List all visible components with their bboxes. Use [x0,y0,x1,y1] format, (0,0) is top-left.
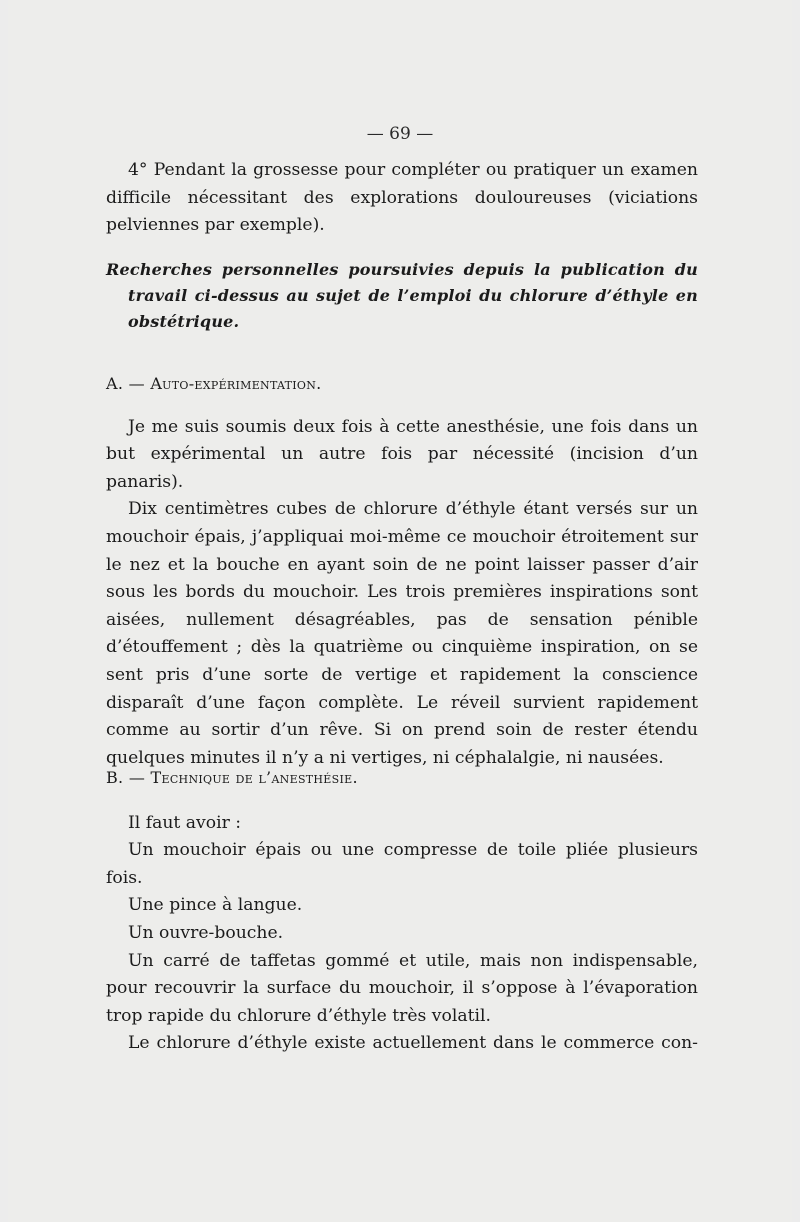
italic-heading-block [106,257,698,335]
section-a-letter: A. — [106,374,145,393]
intro-paragraph: 4° Pendant la grossesse pour compléter ou pratiquer un examen difficile nécessitant des explorations douloureuses (viciations pelviennes par exemple). [106,160,698,236]
section-b-heading [106,764,698,792]
section-b [106,764,698,1058]
section-a-paragraph: Dix centimètres cubes de chlorure d’éthyle étant versés sur un mouchoir épais, j’appliquai moi-même ce mouchoir étroitement sur le nez et la bouche en ayant soin de ne point laisser passer d’air sous les bords du mouchoir. Les trois premières inspirations sont aisées, nullement désagréables, pas de sensation pénible d’étouffement ; dès la quatrième ou cinquième inspiration, on se sent pris d’une sorte de vertige et rapidement la conscience disparaît d’une façon complète. Le réveil survient rapidement comme au sortir d’un rêve. Si on prend soin de rester étendu quelques minutes il n’y a ni vertiges, ni céphalalgie, ni nausées. [106,499,698,768]
section-b-title: Technique de l’anesthésie. [150,768,358,787]
section-b-line: Il faut avoir : [128,812,242,833]
section-a [106,370,698,772]
page-number: — 69 — [366,124,434,144]
section-b-line: Un mouchoir épais ou une compresse de toile pliée plusieurs fois. [106,840,698,888]
section-b-line: Un carré de taffetas gommé et utile, mais non indispensable, pour recouvrir la surface du mouchoir, il s’oppose à l’évaporation trop rapide du chlorure d’éthyle très volatil. [106,950,698,1026]
section-b-line: Une pince à langue. [128,895,303,916]
section-b-letter: B. — [106,768,146,787]
section-a-heading [106,370,698,398]
italic-heading: Recherches personnelles poursuivies depuis la publication du travail ci-dessus au sujet de l’emploi du chlorure d’éthyle en obstétrique. [106,260,698,331]
section-a-title: Auto-expérimentation. [150,374,322,393]
section-b-line: Un ouvre-bouche. [128,922,284,943]
section-a-paragraph: Je me suis soumis deux fois à cette anesthésie, une fois dans un but expérimental un autre fois par nécessité (incision d’un panaris). [106,416,698,492]
section-b-line: Le chlorure d’éthyle existe actuellement dans le commerce con- [128,1033,698,1054]
intro-block [106,157,698,240]
